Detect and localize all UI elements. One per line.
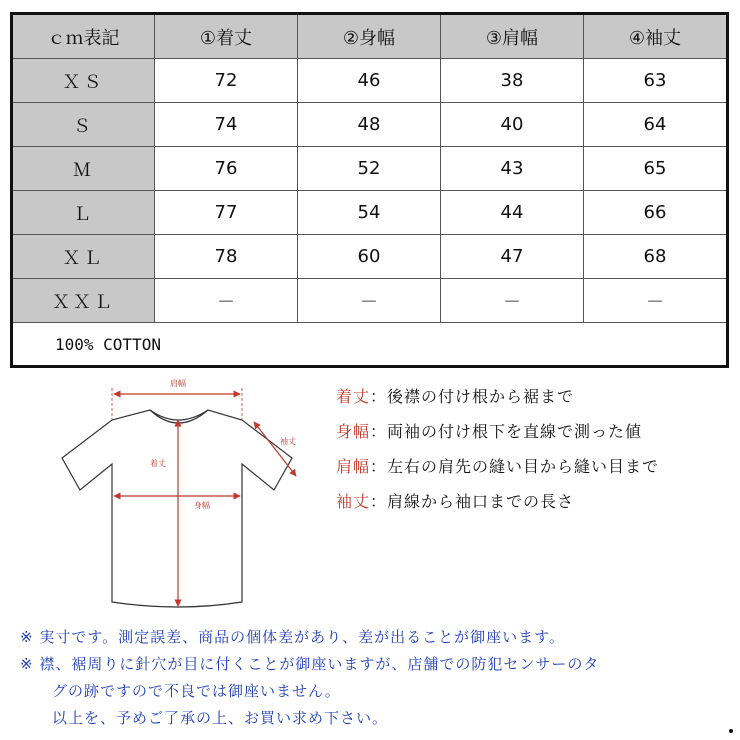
sleeve-arrow [254,422,296,476]
legend-item [336,419,659,454]
note-line: 以上を、予めご了承の上、お買い求め下さい。 [52,709,389,727]
table-row [12,235,728,279]
legend-item [336,384,659,419]
table-cell: 46 [298,59,441,103]
legend-sep: ： [370,492,388,511]
note-line: グの跡ですので不良では御座いません。 [52,682,341,700]
tshirt-collar [150,410,208,423]
size-label: ＸＸＬ [12,279,155,323]
table-cell: － [155,279,298,323]
table-cell: － [298,279,441,323]
legend-term: 着丈 [336,387,371,406]
legend-item [336,489,659,524]
shoulder-label: 肩幅 [170,379,186,388]
tshirt-outline [62,410,292,607]
table-cell: 38 [441,59,584,103]
size-label: ＸＬ [12,235,155,279]
legend-desc: 左右の肩先の縫い目から縫い目まで [387,457,660,476]
table-row [12,103,728,147]
table-cell: 64 [584,103,728,147]
size-label: Ｍ [12,147,155,191]
material-row [12,323,728,367]
table-row [12,59,728,103]
width-label: 身幅 [194,501,210,510]
header-width: ②身幅 [298,14,441,59]
size-label: Ｓ [12,103,155,147]
size-table [10,12,729,368]
table-cell: － [584,279,728,323]
legend-term: 身幅 [336,422,371,441]
table-row [12,191,728,235]
legend-sep: ： [370,387,388,406]
sleeve-label: 袖丈 [280,437,296,446]
disclaimer-notes [20,624,599,732]
corner-dot [729,729,733,733]
table-cell: 77 [155,191,298,235]
table-cell: 78 [155,235,298,279]
header-shoulder: ③肩幅 [441,14,584,59]
table-header-row [12,14,728,59]
table-cell: － [441,279,584,323]
legend-desc: 後襟の付け根から裾まで [387,387,575,406]
table-cell: 40 [441,103,584,147]
table-cell: 74 [155,103,298,147]
table-cell: 66 [584,191,728,235]
table-row [12,279,728,323]
material-text: 100% COTTON [12,323,728,367]
table-cell: 65 [584,147,728,191]
header-unit: ｃｍ表記 [12,14,155,59]
legend-sep: ： [370,422,388,441]
table-cell: 60 [298,235,441,279]
length-label: 着丈 [150,459,166,468]
table-cell: 52 [298,147,441,191]
table-cell: 54 [298,191,441,235]
table-cell: 47 [441,235,584,279]
table-row [12,147,728,191]
size-label: Ｌ [12,191,155,235]
legend-item [336,454,659,489]
tshirt-diagram [50,372,320,622]
note-line: ※ 襟、裾周りに針穴が目に付くことが御座いますが、店舗での防犯センサーのタ [20,655,600,673]
table-cell: 43 [441,147,584,191]
size-label: ＸＳ [12,59,155,103]
table-cell: 72 [155,59,298,103]
header-sleeve: ④袖丈 [584,14,728,59]
table-cell: 48 [298,103,441,147]
legend-term: 袖丈 [336,492,371,511]
table-cell: 68 [584,235,728,279]
table-cell: 44 [441,191,584,235]
note-line: ※ 実寸です。測定誤差、商品の個体差があり、差が出ることが御座います。 [20,628,565,646]
table-cell: 76 [155,147,298,191]
legend-sep: ： [370,457,388,476]
header-length: ①着丈 [155,14,298,59]
legend-term: 肩幅 [336,457,371,476]
legend-desc: 両袖の付け根下を直線で測った値 [387,422,643,441]
measurement-legend [336,384,659,524]
table-cell: 63 [584,59,728,103]
legend-desc: 肩線から袖口までの長さ [387,492,575,511]
